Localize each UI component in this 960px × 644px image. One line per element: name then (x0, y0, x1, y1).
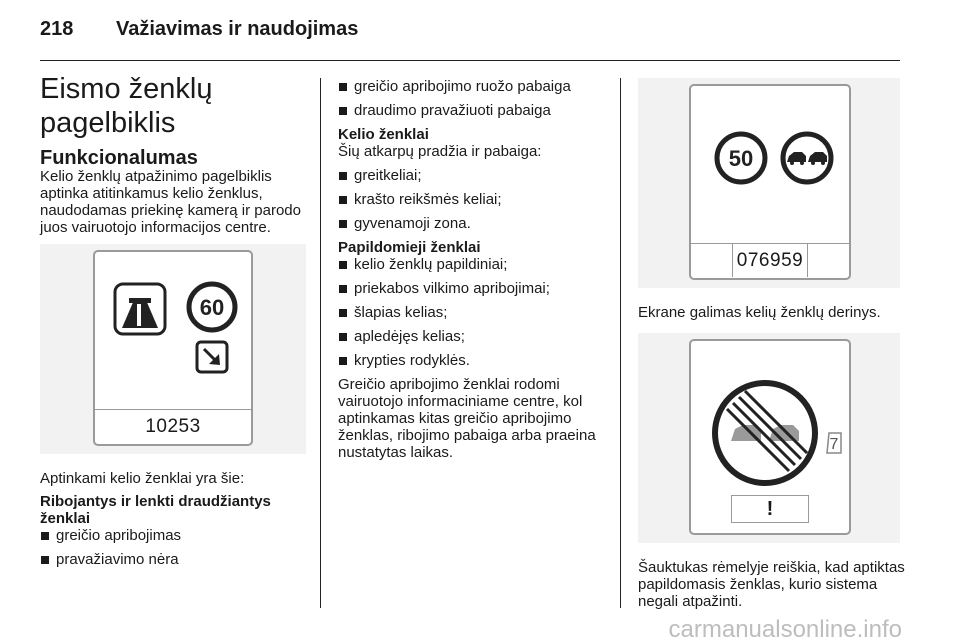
figure-display-unknown-sign (638, 333, 900, 543)
column-divider-1 (320, 78, 321, 608)
list-item: gyvenamoji zona. (338, 215, 608, 232)
page-header (40, 18, 358, 41)
page-number: 218 (40, 18, 74, 40)
extra-signs-list (338, 256, 608, 369)
list-item: greičio apribojimo ruožo pabaiga (338, 78, 608, 95)
road-signs-text: Šių atkarpų pradžia ir pabaiga: (338, 143, 542, 160)
column-2 (338, 78, 608, 461)
column-1 (40, 72, 306, 575)
unknown-sign-exclamation: ! (731, 495, 809, 523)
figure-display-076959 (638, 78, 900, 288)
sign-code (691, 243, 849, 278)
sign-graphics (95, 252, 251, 402)
chapter-title: Važiavimas ir naudojimas (116, 18, 359, 40)
list-item: pravažiavimo nėra (40, 551, 306, 568)
side-number: 7 (829, 436, 839, 453)
list-item: greitkeliai; (338, 167, 608, 184)
sign-graphics (691, 341, 849, 491)
display-panel (93, 250, 253, 446)
sign-graphics (691, 86, 849, 236)
list-item: greičio apribojimas (40, 527, 306, 544)
detected-text: Aptinkami kelio ženklai yra šie: (40, 470, 245, 487)
list-item: krypties rodyklės. (338, 352, 608, 369)
restriction-list (40, 527, 306, 568)
end-of-no-overtaking-icon (715, 383, 815, 483)
road-signs-list (338, 167, 608, 232)
intro-paragraph: Kelio ženklų atpažinimo pagelbiklis aptinka atitinkamus kelio ženklus, naudodamas priekinę kamerą ir parodo juos vairuotojo informacijos centre. (40, 168, 301, 236)
side-number-icon (827, 433, 841, 453)
list-item: apledėjęs kelias; (338, 328, 608, 345)
header-rule (40, 60, 900, 61)
speed-limit-value: 50 (728, 146, 754, 171)
caption-1: Ekrane galimas kelių ženklų derinys. (638, 304, 881, 321)
speed-limit-60-icon (189, 284, 235, 330)
display-panel (689, 84, 851, 280)
display-panel (689, 339, 851, 535)
column-3 (638, 78, 908, 610)
closing-paragraph: Greičio apribojimo ženklai rodomi vairuotojo informaciniame centre, kol aptinkamas kitas greičio apribojimo ženklas, ribojimo pabaiga arba praeina nustatytas laikas. (338, 376, 596, 461)
no-overtaking-icon (783, 134, 831, 182)
section-title: Eismo ženklų pagelbiklis (40, 73, 213, 139)
caption-2: Šauktukas rėmelyje reiškia, kad aptiktas papildomasis ženklas, kurio sistema negali atpažinti. (638, 559, 905, 610)
subsection-title: Funkcionalumas (40, 147, 198, 169)
extra-signs-heading: Papildomieji ženklai (338, 239, 481, 256)
sign-code: 10253 (95, 409, 251, 444)
direction-arrow-icon (197, 342, 227, 372)
column-divider-2 (620, 78, 621, 608)
watermark: carmanualsonline.info (668, 616, 902, 643)
list-item: kelio ženklų papildiniai; (338, 256, 608, 273)
sign-code-value: 076959 (732, 244, 808, 277)
list-item: draudimo pravažiuoti pabaiga (338, 102, 608, 119)
speed-limit-value: 60 (199, 295, 225, 320)
motorway-sign-icon (115, 284, 165, 334)
road-signs-heading: Kelio ženklai (338, 126, 429, 143)
speed-limit-50-icon (717, 134, 765, 182)
list-item: priekabos vilkimo apribojimai; (338, 280, 608, 297)
figure-display-10253 (40, 244, 306, 454)
restriction-list-continued (338, 78, 608, 119)
list-item: šlapias kelias; (338, 304, 608, 321)
group-heading: Ribojantys ir lenkti draudžiantys ženklai (40, 493, 271, 527)
list-item: krašto reikšmės keliai; (338, 191, 608, 208)
